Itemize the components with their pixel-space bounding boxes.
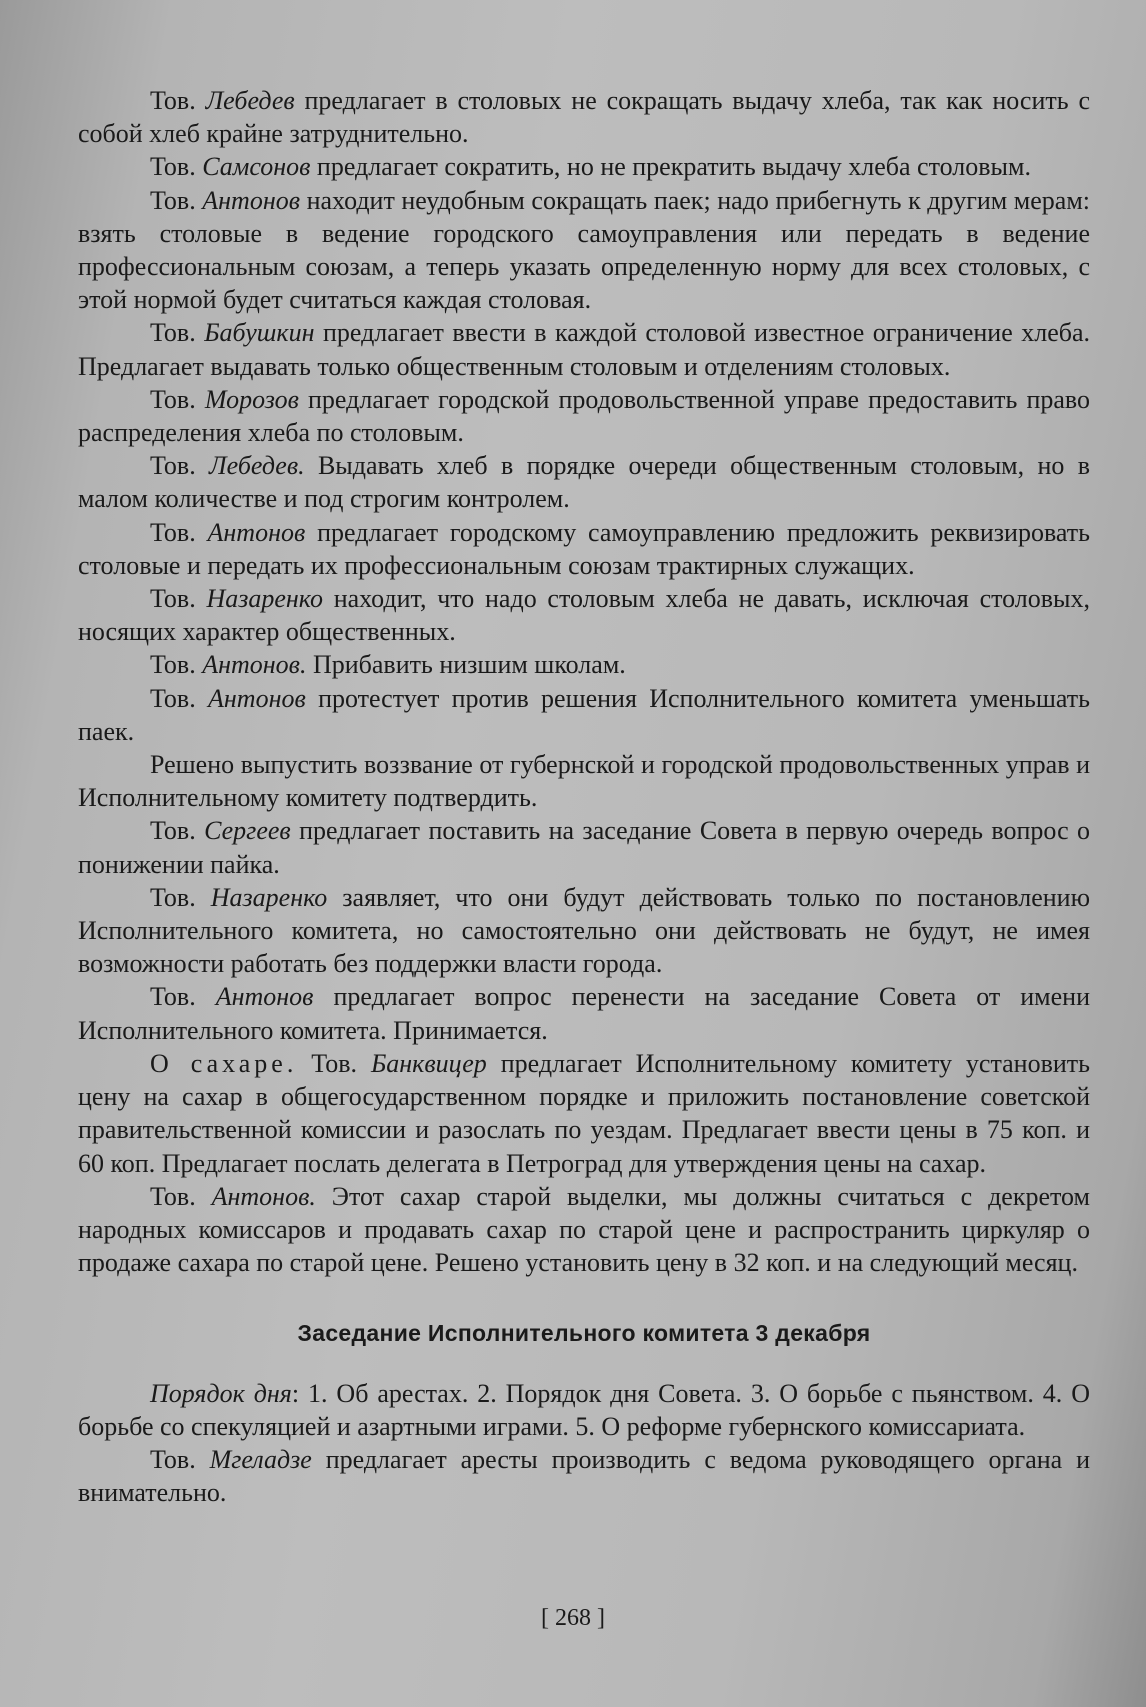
- speaker-name: Сергеев: [204, 816, 291, 846]
- paragraph-antonov-1: Тов. Антонов находит неудобным сокращать паек; надо прибегнуть к другим мерам: взять столовые в ведение городского самоуправления или передать в ведение профессиональным союзам, а теперь указать определенную норму для всех столовых, с этой нормой будет считаться каждая столовая.: [78, 185, 1091, 315]
- speaker-name: Назаренко: [206, 584, 323, 614]
- page-number: [ 268 ]: [541, 1605, 605, 1631]
- speaker-name: Антонов: [208, 683, 306, 713]
- speaker-name: Морозов: [204, 384, 299, 414]
- paragraph-sugar: О сахаре. Тов. Банквицер предлагает Исполнительному комитету установить цену на сахар в общегосударственном порядке и приложить постановление советской правительственной комиссии и разослать по уездам. Предлагает ввести цены в 75 коп. и 60 коп. Предлагает послать делегата в Петроград для утверждения цены на сахар.: [78, 1048, 1091, 1178]
- paragraph-lebedev: Тов. Лебедев предлагает в столовых не сокращать выдачу хлеба, так как носить с собой хлеб крайне затруднительно.: [78, 86, 1090, 149]
- paragraph-decision: Решено выпустить воззвание от губернской и городской продовольственных управ и Исполнительному комитету подтвердить.: [78, 750, 1090, 813]
- text-body: [78, 84, 1090, 1509]
- paragraph-babushkin: Тов. Бабушкин предлагает ввести в каждой столовой известное ограничение хлеба. Предлагает выдавать только общественным столовым и отделениям столовых.: [78, 318, 1091, 381]
- speaker-name: Лебедев.: [209, 451, 305, 481]
- paragraph-morozov: Тов. Морозов предлагает городской продовольственной управе предоставить право распределения хлеба по столовым.: [78, 384, 1091, 448]
- paragraph-samsonov: Тов. Самсонов предлагает сократить, но не прекратить выдачу хлеба столовым.: [150, 152, 1031, 182]
- agenda-label: Порядок дня: [150, 1378, 292, 1408]
- speaker-name: Самсонов: [202, 152, 311, 182]
- speaker-name: Бабушкин: [204, 318, 315, 348]
- paragraph-antonov-2: Тов. Антонов предлагает городскому самоуправлению предложить реквизировать столовые и передать их профессиональным союзам трактирных служащих.: [78, 517, 1090, 580]
- paragraph-agenda: Порядок дня: 1. Об арестах. 2. Порядок дня Совета. 3. О борьбе с пьянством. 4. О борьбе со спекуляцией и азартными играми. 5. О реформе губернского комиссариата.: [78, 1378, 1090, 1441]
- paragraph-sergeev: Тов. Сергеев предлагает поставить на заседание Совета в первую очередь вопрос о понижении пайка.: [78, 816, 1091, 879]
- paragraph-antonov-5: Тов. Антонов предлагает вопрос перенести на заседание Совета от имени Исполнительного комитета. Принимается.: [78, 982, 1091, 1045]
- section-label: О сахаре.: [150, 1048, 298, 1078]
- speaker-name: Антонов: [202, 185, 301, 215]
- speaker-name: Банквицер: [370, 1048, 487, 1078]
- speaker-name: Антонов: [207, 517, 306, 547]
- section-heading: Заседание Исполнительного комитета 3 декабря: [297, 1320, 871, 1347]
- speaker-name: Антонов.: [202, 650, 307, 680]
- speaker-name: Лебедев: [205, 86, 295, 115]
- paragraph-nazarenko: Тов. Назаренко находит, что надо столовым хлеба не давать, исключая столовых, носящих характер общественных.: [78, 584, 1091, 647]
- speaker-name: Антонов.: [211, 1181, 316, 1211]
- paragraph-antonov-sugar: Тов. Антонов. Этот сахар старой выделки, мы должны считаться с декретом народных комиссаров и продавать сахар по старой цене и распространить циркуляр о продаже сахара по старой цене. Решено установить цену в 32 коп. и на следующий месяц.: [78, 1181, 1090, 1278]
- paragraph-antonov-3: Тов. Антонов. Прибавить низшим школам.: [150, 650, 626, 680]
- paragraph-mgeladze: Тов. Мгеладзе предлагает аресты производить с ведома руководящего органа и внимательно.: [78, 1444, 1091, 1508]
- paragraph-antonov-4: Тов. Антонов протестует против решения Исполнительного комитета уменьшать паек.: [78, 683, 1091, 746]
- speaker-name: Мгеладзе: [209, 1444, 312, 1474]
- paragraph-lebedev-2: Тов. Лебедев. Выдавать хлеб в порядке очереди общественным столовым, но в малом количестве и под строгим контролем.: [78, 451, 1090, 514]
- speaker-name: Антонов: [215, 982, 314, 1012]
- speaker-name: Назаренко: [210, 882, 328, 912]
- paragraph-nazarenko-2: Тов. Назаренко заявляет, что они будут действовать только по постановлению Исполнительного комитета, но самостоятельно они действовать не будут, не имея возможности работать без поддержки власти города.: [78, 882, 1091, 979]
